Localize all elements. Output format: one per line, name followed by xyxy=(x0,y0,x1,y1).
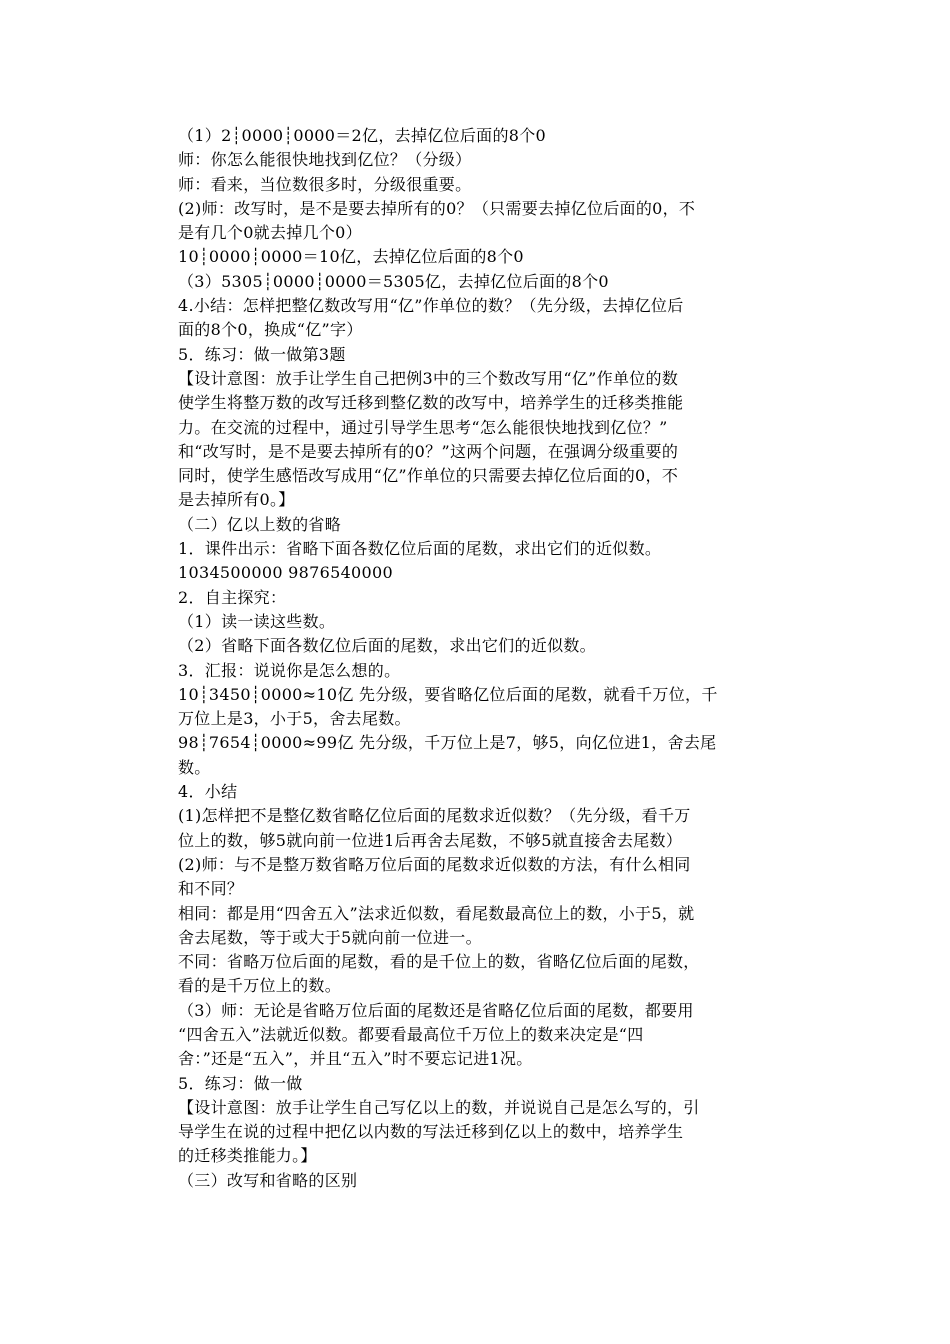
text-line: 是有几个0就去掉几个0） xyxy=(178,223,362,243)
text-line: 的迁移类推能力。】 xyxy=(178,1146,317,1166)
text-line: 力。在交流的过程中，通过引导学生思考“怎么能很快地找到亿位？” xyxy=(178,417,668,437)
text-line: 【设计意图：放手让学生自己把例3中的三个数改写用“亿”作单位的数 xyxy=(178,368,679,388)
text-line: （2）省略下面各数亿位后面的尾数，求出它们的近似数。 xyxy=(178,636,596,656)
document-body xyxy=(178,124,778,1193)
text-line: 舍：”还是“五入”，并且“五入”时不要忘记进1况。 xyxy=(178,1049,533,1069)
text-line: 相同：都是用“四舍五入”法求近似数，看尾数最高位上的数，小于5，就 xyxy=(178,903,695,923)
text-line: 【设计意图：放手让学生自己写亿以上的数，并说说自己是怎么写的，引 xyxy=(178,1097,700,1117)
text-line: 面的8个0，换成“亿”字） xyxy=(178,320,363,340)
text-line: 3．汇报：说说你是怎么想的。 xyxy=(178,660,401,680)
text-line: 98┊7654┊0000≈99亿 先分级，千万位上是7，够5，向亿位进1，舍去尾 xyxy=(178,733,717,753)
text-line: 舍去尾数，等于或大于5就向前一位进一。 xyxy=(178,927,482,947)
text-line: 万位上是3，小于5，舍去尾数。 xyxy=(178,709,411,729)
text-line: 不同：省略万位后面的尾数，看的是千位上的数，省略亿位后面的尾数， xyxy=(178,952,700,972)
text-line: （1）2┊0000┊0000＝2亿，去掉亿位后面的8个0 xyxy=(178,126,547,145)
text-line: 4．小结 xyxy=(178,782,238,802)
text-line: 位上的数，够5就向前一位进1后再舍去尾数，不够5就直接舍去尾数） xyxy=(178,830,683,850)
text-line: 同时，使学生感悟改写成用“亿”作单位的只需要去掉亿位后面的0，不 xyxy=(178,466,679,486)
text-line: 是去掉所有0。】 xyxy=(178,490,295,510)
text-line: 5．练习：做一做 xyxy=(178,1073,303,1093)
text-line: “四舍五入”法就近似数。都要看最高位千万位上的数来决定是“四 xyxy=(178,1024,644,1044)
text-line: （3）5305┊0000┊0000＝5305亿，去掉亿位后面的8个0 xyxy=(178,271,609,291)
text-line: 2．自主探究： xyxy=(178,587,287,607)
text-line: 5．练习：做一做第3题 xyxy=(178,344,346,364)
text-line: (2)师：与不是整万数省略万位后面的尾数求近似数的方法，有什么相同 xyxy=(178,854,691,874)
text-line: 导学生在说的过程中把亿以内数的写法迁移到亿以上的数中，培养学生 xyxy=(178,1122,684,1142)
text-line: 10┊0000┊0000＝10亿，去掉亿位后面的8个0 xyxy=(178,247,524,267)
text-line: 和“改写时，是不是要去掉所有的0？”这两个问题，在强调分级重要的 xyxy=(178,441,679,461)
text-line: (2)师：改写时，是不是要去掉所有的0？（只需要去掉亿位后面的0，不 xyxy=(178,198,696,218)
section-heading: （二）亿以上数的省略 xyxy=(178,514,342,534)
text-line: （1）读一读这些数。 xyxy=(178,611,336,631)
text-line: 4.小结：怎样把整亿数改写用“亿”作单位的数？（先分级，去掉亿位后 xyxy=(178,296,684,316)
text-line: 1．课件出示：省略下面各数亿位后面的尾数，求出它们的近似数。 xyxy=(178,539,662,559)
text-line: 1034500000 9876540000 xyxy=(178,563,393,583)
section-heading: （三）改写和省略的区别 xyxy=(178,1170,358,1190)
text-line: （3）师：无论是省略万位后面的尾数还是省略亿位后面的尾数，都要用 xyxy=(178,1000,694,1020)
text-line: (1)怎样把不是整亿数省略亿位后面的尾数求近似数？（先分级，看千万 xyxy=(178,806,691,826)
text-line: 和不同？ xyxy=(178,879,244,899)
text-line: 看的是千万位上的数。 xyxy=(178,976,342,996)
text-line: 数。 xyxy=(178,757,211,777)
text-line: 师：看来，当位数很多时，分级很重要。 xyxy=(178,174,472,194)
text-line: 使学生将整万数的改写迁移到整亿数的改写中，培养学生的迁移类推能 xyxy=(178,393,684,413)
text-line: 10┊3450┊0000≈10亿 先分级，要省略亿位后面的尾数，就看千万位，千 xyxy=(178,684,718,704)
text-line: 师：你怎么能很快地找到亿位？（分级） xyxy=(178,150,472,170)
